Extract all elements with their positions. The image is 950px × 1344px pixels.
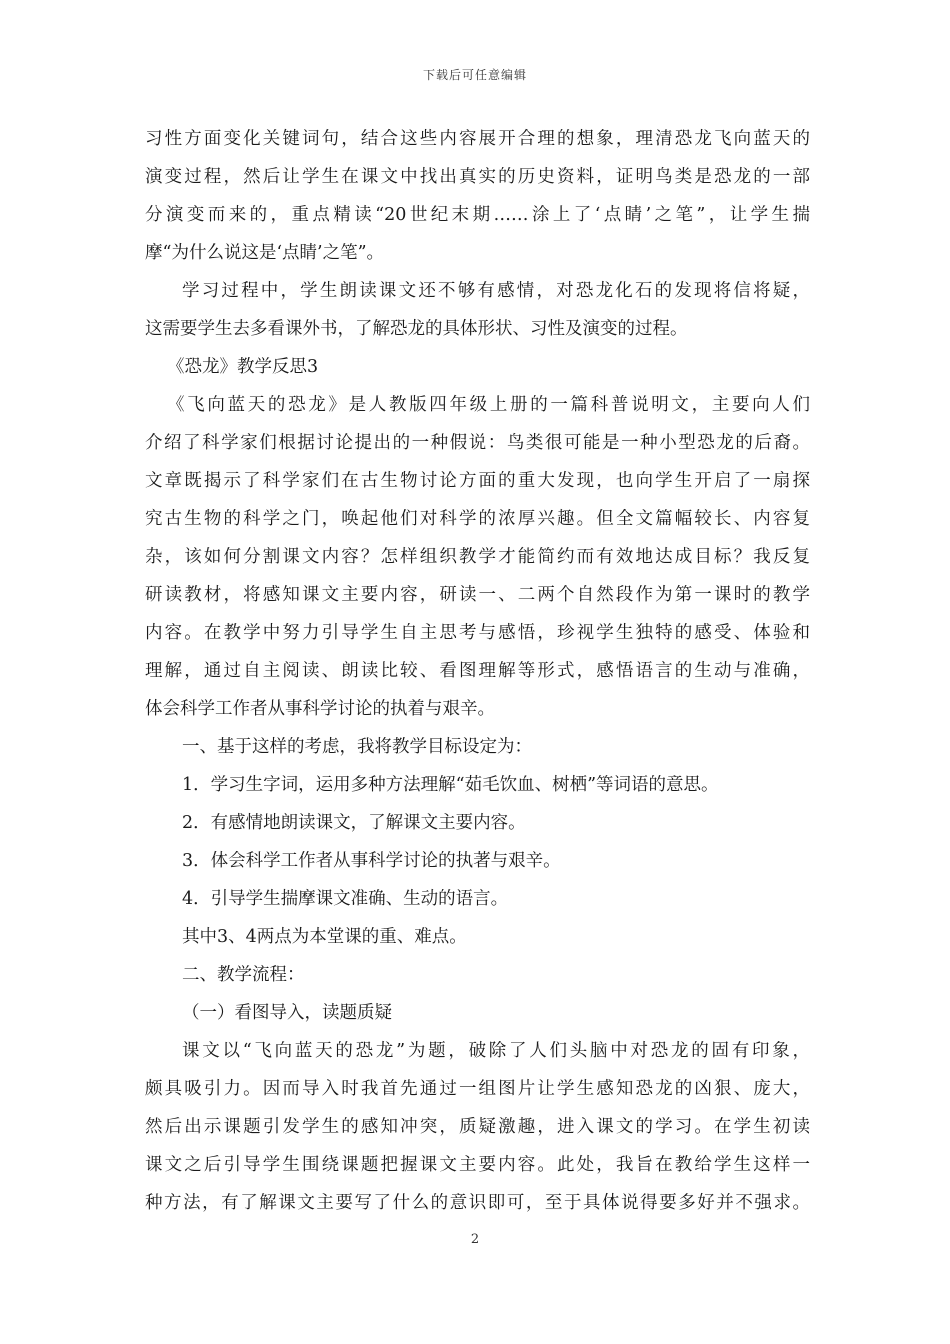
text-line: 内容。在教学中努力引导学生自主思考与感悟，珍视学生独特的感受、体验和 xyxy=(145,623,810,643)
page-number: 2 xyxy=(470,1232,480,1247)
text-line: 分演变而来的，重点精读“20世纪末期……涂上了‘点睛’之笔”，让学生揣 xyxy=(145,205,810,225)
text-line: 文章既揭示了科学家们在古生物讨论方面的重大发现，也向学生开启了一扇探 xyxy=(145,471,810,491)
goal-item: 3．体会科学工作者从事科学讨论的执著与艰辛。 xyxy=(182,851,561,871)
text-line: 摩“为什么说这是‘点睛’之笔”。 xyxy=(145,243,385,263)
text-line: 《飞向蓝天的恐龙》是人教版四年级上册的一篇科普说明文，主要向人们 xyxy=(167,395,810,415)
document-body xyxy=(145,120,810,1222)
text-line: 课文以“飞向蓝天的恐龙”为题，破除了人们头脑中对恐龙的固有印象， xyxy=(182,1041,810,1061)
text-line: 这需要学生去多看课外书，了解恐龙的具体形状、习性及演变的过程。 xyxy=(145,319,688,339)
section-title: 《恐龙》教学反思3 xyxy=(167,357,319,377)
text-line: 演变过程，然后让学生在课文中找出真实的历史资料，证明鸟类是恐龙的一部 xyxy=(145,167,810,187)
page-header: 下载后可任意编辑 xyxy=(422,68,527,82)
text-line: 研读教材，将感知课文主要内容，研读一、二两个自然段作为第一课时的教学 xyxy=(145,585,810,605)
goal-item: 4．引导学生揣摩课文准确、生动的语言。 xyxy=(182,889,509,909)
text-line: 介绍了科学家们根据讨论提出的一种假说：鸟类很可能是一种小型恐龙的后裔。 xyxy=(145,433,810,453)
text-line: 种方法，有了解课文主要写了什么的意识即可，至于具体说得要多好并不强求。 xyxy=(145,1193,810,1213)
text-line: 理解，通过自主阅读、朗读比较、看图理解等形式，感悟语言的生动与准确， xyxy=(145,661,810,681)
goal-item: 2．有感情地朗读课文，了解课文主要内容。 xyxy=(182,813,526,833)
heading-process: 二、教学流程： xyxy=(182,965,305,985)
goal-item: 1．学习生字词，运用多种方法理解“茹毛饮血、树栖”等词语的意思。 xyxy=(182,775,719,795)
text-line: 体会科学工作者从事科学讨论的执着与艰辛。 xyxy=(145,699,495,719)
text-line: 习性方面变化关键词句，结合这些内容展开合理的想象，理清恐龙飞向蓝天的 xyxy=(145,129,810,149)
text-line: 究古生物的科学之门，唤起他们对科学的浓厚兴趣。但全文篇幅较长、内容复 xyxy=(145,509,810,529)
text-line: 课文之后引导学生围绕课题把握课文主要内容。此处，我旨在教给学生这样一 xyxy=(145,1155,810,1175)
text-line: 然后出示课题引发学生的感知冲突，质疑激趣，进入课文的学习。在学生初读 xyxy=(145,1117,810,1137)
heading-goals: 一、基于这样的考虑，我将教学目标设定为： xyxy=(182,737,532,757)
subheading: （一）看图导入，读题质疑 xyxy=(182,1003,392,1023)
text-line: 学习过程中，学生朗读课文还不够有感情，对恐龙化石的发现将信将疑， xyxy=(182,281,810,301)
text-line: 其中3、4两点为本堂课的重、难点。 xyxy=(182,927,467,947)
text-line: 杂，该如何分割课文内容？怎样组织教学才能简约而有效地达成目标？我反复 xyxy=(145,547,810,567)
text-line: 颇具吸引力。因而导入时我首先通过一组图片让学生感知恐龙的凶狠、庞大， xyxy=(145,1079,810,1099)
